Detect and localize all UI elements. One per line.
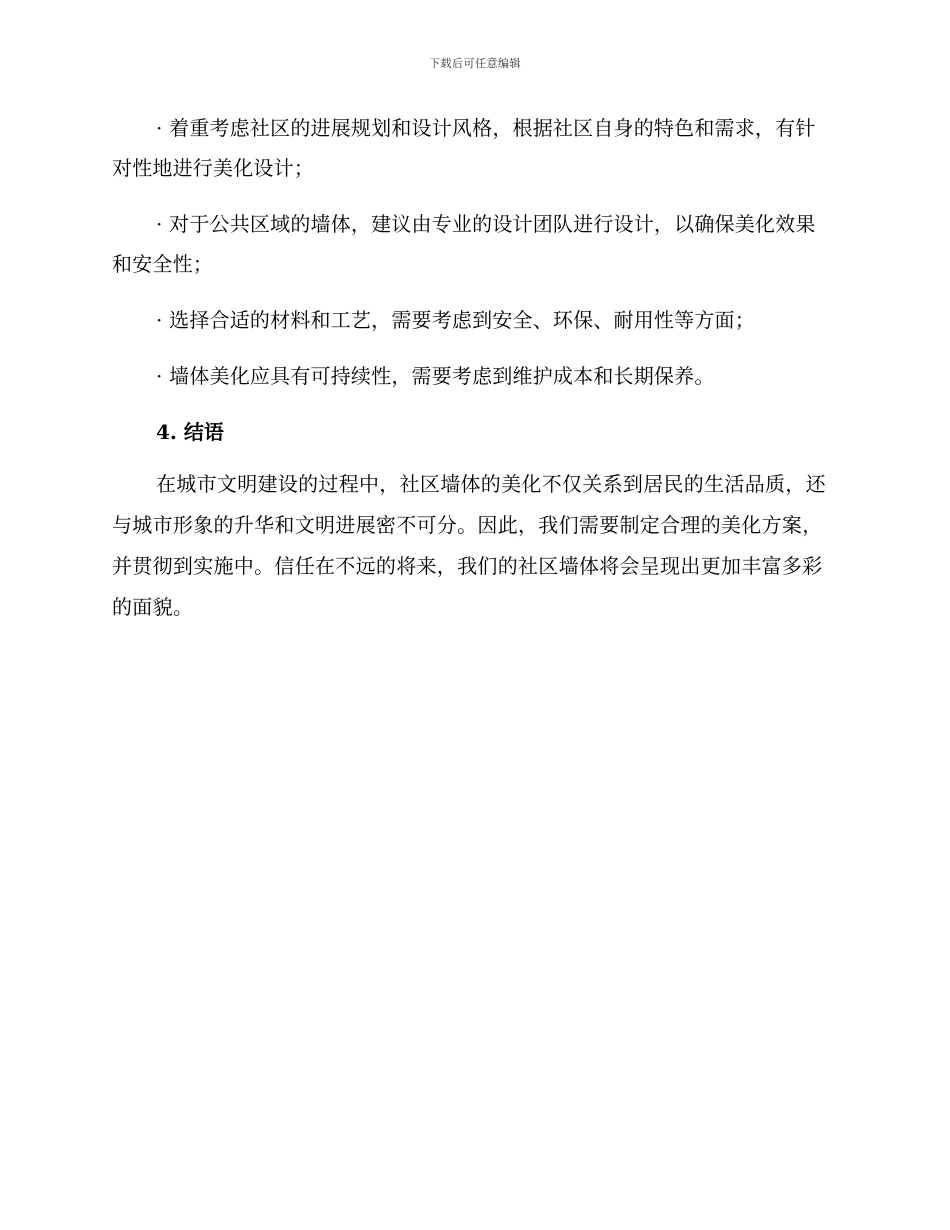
page-header: 下载后可任意编辑: [429, 57, 521, 70]
bullet-item: · 墙体美化应具有可持续性，需要考虑到维护成本和长期保养。: [156, 364, 715, 388]
bullet-item: · 对于公共区域的墙体，建议由专业的设计团队进行设计，以确保美化效果和安全性；: [112, 212, 816, 276]
section-heading: 4. 结语: [156, 420, 224, 444]
bullet-item: · 着重考虑社区的进展规划和设计风格，根据社区自身的特色和需求，有针对性地进行美化设计；: [112, 116, 816, 180]
bullet-item: · 选择合适的材料和工艺，需要考虑到安全、环保、耐用性等方面；: [156, 308, 755, 332]
document-body: [112, 108, 832, 628]
conclusion-paragraph: 在城市文明建设的过程中，社区墙体的美化不仅关系到居民的生活品质，还与城市形象的升华和文明进展密不可分。因此，我们需要制定合理的美化方案，并贯彻到实施中。信任在不远的将来，我们的社区墙体将会呈现出更加丰富多彩的面貌。: [112, 472, 826, 619]
